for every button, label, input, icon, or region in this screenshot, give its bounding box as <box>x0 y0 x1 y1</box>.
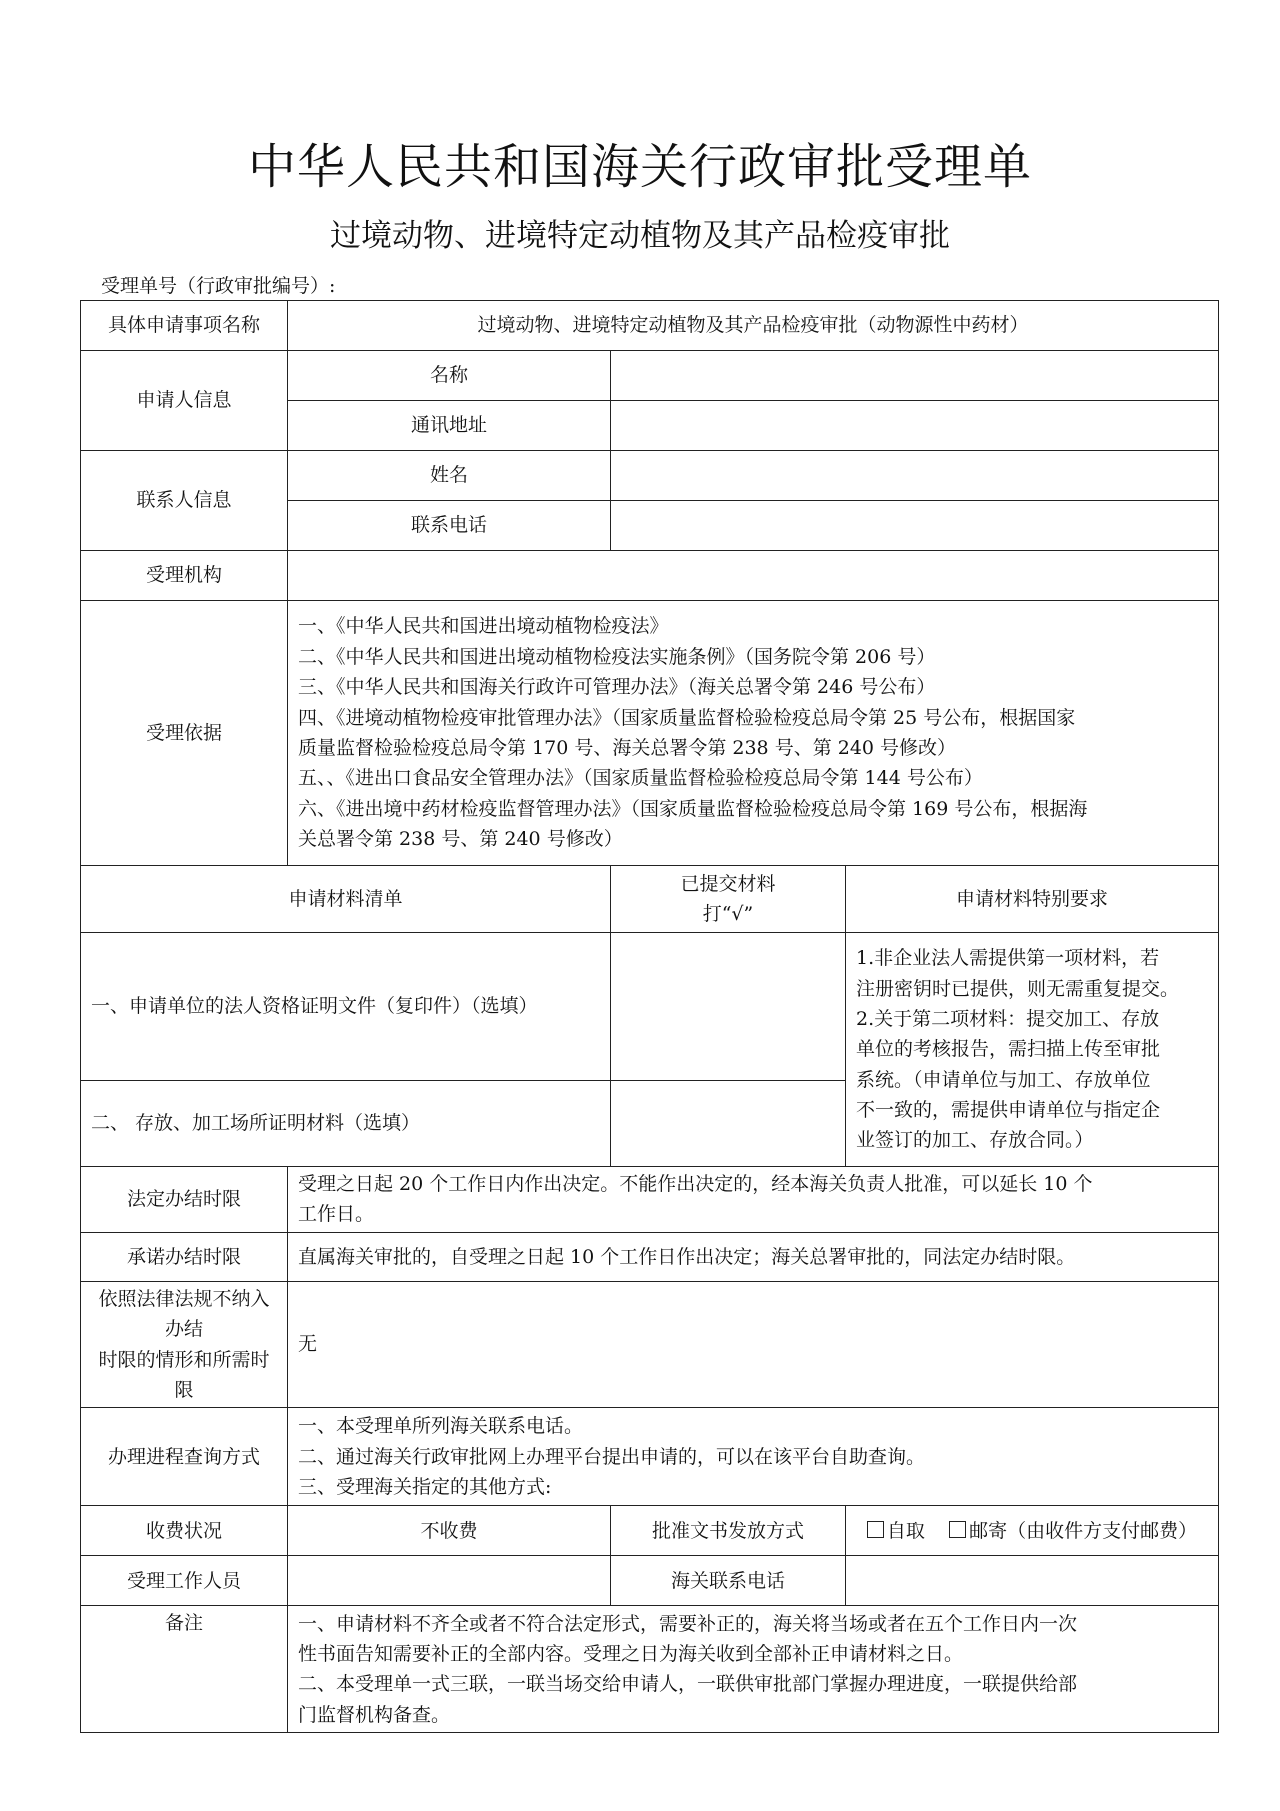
requirement-line: 系统。（申请单位与加工、存放单位 <box>856 1068 1151 1091</box>
acceptance-basis-label: 受理依据 <box>81 601 288 866</box>
contact-info-label: 联系人信息 <box>81 451 288 551</box>
applicant-address-field[interactable] <box>611 401 1219 451</box>
submitted-check-header <box>611 866 846 933</box>
basis-line: 三、《中华人民共和国海关行政许可管理办法》（海关总署令第 246 号公布） <box>298 676 936 699</box>
material-item-1: 一、申请单位的法人资格证明文件（复印件）（选填） <box>81 933 611 1081</box>
query-line: 二、通过海关行政审批网上办理平台提出申请的，可以在该平台自助查询。 <box>298 1445 926 1468</box>
excluded-label-line: 依照法律法规不纳入办结 <box>98 1287 270 1341</box>
query-line: 三、受理海关指定的其他方式: <box>298 1476 552 1499</box>
applicant-address-label: 通讯地址 <box>288 401 611 451</box>
remark-line: 二、本受理单一式三联，一联当场交给申请人，一联供审批部门掌握办理进度，一联提供给部 <box>298 1673 1078 1696</box>
remarks-label: 备注 <box>81 1606 288 1733</box>
document-title: 中华人民共和国海关行政审批受理单 <box>247 139 1032 195</box>
excluded-time-label <box>81 1281 288 1408</box>
item-name-label: 具体申请事项名称 <box>81 301 288 351</box>
acceptance-form-table <box>80 300 1219 1733</box>
legal-time-line: 工作日。 <box>298 1203 375 1226</box>
promised-time-limit-label: 承诺办结时限 <box>81 1232 288 1281</box>
requirement-line: 2.关于第二项材料：提交加工、存放 <box>856 1007 1160 1030</box>
delivery-method-options <box>846 1506 1219 1556</box>
mail-label: 邮寄（由收件方支付邮费） <box>969 1519 1198 1542</box>
checkbox-icon[interactable] <box>867 1521 884 1538</box>
promised-time-limit-text: 直属海关审批的，自受理之日起 10 个工作日作出决定；海关总署审批的，同法定办结时限。 <box>288 1232 1219 1281</box>
fee-status-value: 不收费 <box>288 1506 611 1556</box>
remark-line: 门监督机构备查。 <box>298 1703 451 1726</box>
submitted-header-line: 已提交材料 <box>680 872 776 895</box>
document-subtitle: 过境动物、进境特定动植物及其产品检疫审批 <box>330 218 950 254</box>
contact-name-label: 姓名 <box>288 451 611 501</box>
query-line: 一、本受理单所列海关联系电话。 <box>298 1415 584 1438</box>
materials-list-header: 申请材料清单 <box>81 866 611 933</box>
customs-phone-field[interactable] <box>846 1556 1219 1606</box>
requirement-line: 单位的考核报告，需扫描上传至审批 <box>856 1038 1161 1061</box>
basis-line: 六、《进出境中药材检疫监督管理办法》（国家质量监督检验检疫总局令第 169 号公布，根据海 <box>298 797 1088 820</box>
basis-line: 二、《中华人民共和国进出境动植物检疫法实施条例》（国务院令第 206 号） <box>298 645 936 668</box>
special-requirements-header: 申请材料特别要求 <box>846 866 1219 933</box>
requirement-line: 业签订的加工、存放合同。） <box>856 1129 1094 1152</box>
contact-name-field[interactable] <box>611 451 1219 501</box>
basis-line: 质量监督检验检疫总局令第 170 号、海关总署令第 238 号、第 240 号修改） <box>298 737 957 759</box>
customs-phone-label: 海关联系电话 <box>611 1556 846 1606</box>
applicant-info-label: 申请人信息 <box>81 351 288 451</box>
remark-line: 性书面告知需要补正的全部内容。受理之日为海关收到全部补正申请材料之日。 <box>298 1642 964 1665</box>
acceptance-basis-list <box>288 601 1219 866</box>
checkbox-icon[interactable] <box>949 1521 966 1538</box>
excluded-time-value: 无 <box>288 1281 1219 1408</box>
material-1-checkbox-cell[interactable] <box>611 933 846 1081</box>
material-2-checkbox-cell[interactable] <box>611 1081 846 1167</box>
accepting-staff-field[interactable] <box>288 1556 611 1606</box>
item-name-value: 过境动物、进境特定动植物及其产品检疫审批（动物源性中药材） <box>288 301 1219 351</box>
applicant-name-label: 名称 <box>288 351 611 401</box>
material-item-2: 二、 存放、加工场所证明材料（选填） <box>81 1081 611 1167</box>
basis-line: 关总署令第 238 号、第 240 号修改） <box>298 828 623 851</box>
self-pickup-label: 自取 <box>886 1519 925 1542</box>
basis-line: 四、《进境动植物检疫审批管理办法》（国家质量监督检验检疫总局令第 25 号公布，根据国家 <box>298 706 1076 729</box>
progress-query-methods <box>288 1408 1219 1506</box>
remarks-text <box>288 1606 1219 1733</box>
requirement-line: 1.非企业法人需提供第一项材料，若 <box>856 947 1160 970</box>
submitted-header-line: 打“√” <box>702 903 754 925</box>
legal-time-limit-text <box>288 1167 1219 1233</box>
progress-query-label: 办理进程查询方式 <box>81 1408 288 1506</box>
accepting-staff-label: 受理工作人员 <box>81 1556 288 1606</box>
basis-line: 五、、《进出口食品安全管理办法》（国家质量监督检验检疫总局令第 144 号公布） <box>298 767 983 790</box>
contact-phone-field[interactable] <box>611 501 1219 551</box>
excluded-label-line: 时限的情形和所需时限 <box>98 1348 270 1401</box>
requirement-line: 不一致的，需提供申请单位与指定企 <box>856 1099 1161 1122</box>
accepting-agency-field[interactable] <box>288 551 1219 601</box>
self-pickup-option[interactable] <box>867 1520 925 1542</box>
legal-time-limit-label: 法定办结时限 <box>81 1167 288 1233</box>
remark-line: 一、申请材料不齐全或者不符合法定形式，需要补正的，海关将当场或者在五个工作日内一次 <box>298 1612 1078 1635</box>
legal-time-line: 受理之日起 20 个工作日内作出决定。不能作出决定的，经本海关负责人批准，可以延长 10 个 <box>298 1173 1093 1195</box>
delivery-method-label: 批准文书发放方式 <box>611 1506 846 1556</box>
basis-line: 一、《中华人民共和国进出境动植物检疫法》 <box>298 615 669 638</box>
contact-phone-label: 联系电话 <box>288 501 611 551</box>
accepting-agency-label: 受理机构 <box>81 551 288 601</box>
accept-number-label: 受理单号（行政审批编号）: <box>101 275 336 297</box>
fee-status-label: 收费状况 <box>81 1506 288 1556</box>
mail-option[interactable] <box>949 1520 1197 1542</box>
requirement-line: 注册密钥时已提供，则无需重复提交。 <box>856 977 1180 1000</box>
applicant-name-field[interactable] <box>611 351 1219 401</box>
special-requirements-text <box>846 933 1219 1167</box>
